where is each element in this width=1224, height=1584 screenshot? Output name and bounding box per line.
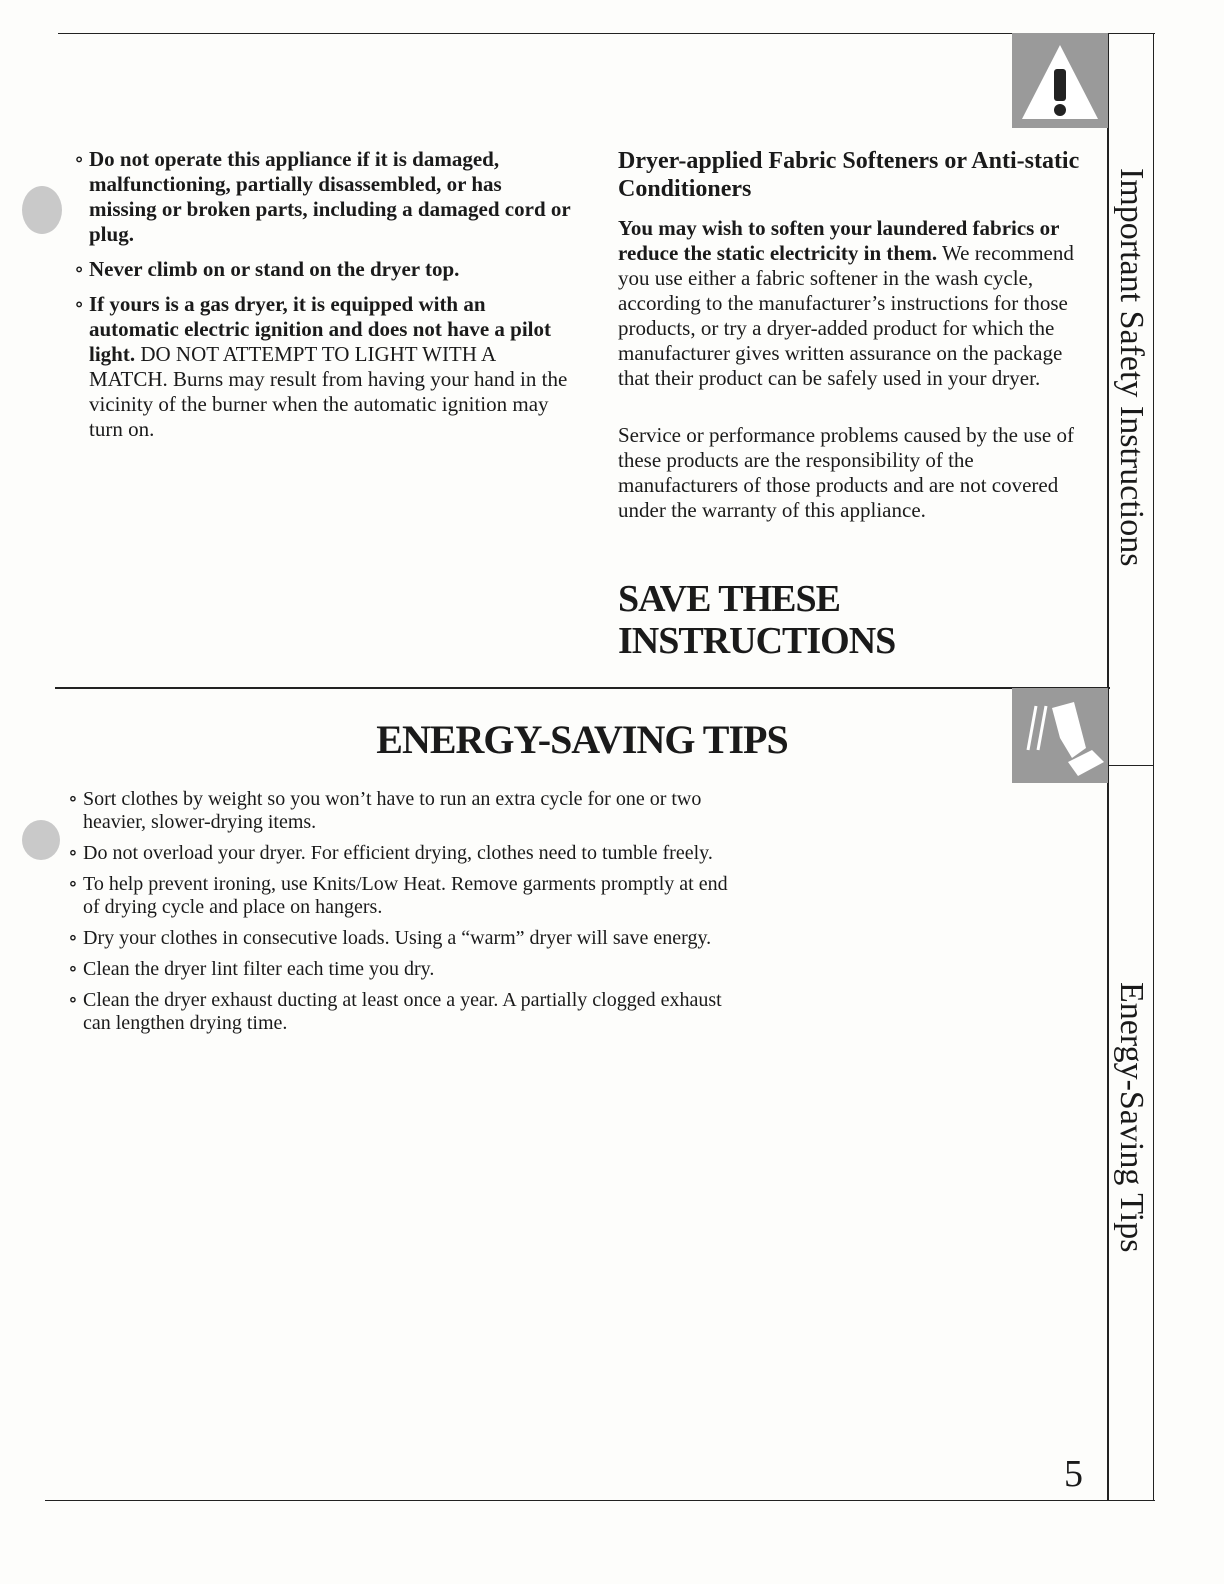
fabric-softener-heading: Dryer-applied Fabric Softeners or Anti-static Conditioners [618, 148, 1080, 202]
top-rule [58, 33, 1155, 34]
sidebar-right-edge [1153, 33, 1154, 1501]
list-item: ∘ Sort clothes by weight so you won’t have to run an extra cycle for one or two heavier, slower-drying items. [68, 788, 728, 834]
punch-hole [22, 820, 60, 860]
responsibility-paragraph: Service or performance problems caused by the use of these products are the responsibility of the manufacturers of those products and are not covered under the warranty of this appliance. [618, 423, 1074, 522]
side-tab-energy: Energy-Saving Tips [1113, 982, 1150, 1253]
energy-tips-list [68, 788, 728, 1043]
safety-bullets [74, 147, 574, 452]
energy-saving-title: ENERGY-SAVING TIPS [376, 717, 788, 762]
list-item: ∘ To help prevent ironing, use Knits/Low Heat. Remove garments promptly at end of drying cycle and place on hangers. [68, 873, 728, 919]
list-item: ∘ Never climb on or stand on the dryer top. [74, 257, 574, 282]
save-instructions-heading: SAVE THESE INSTRUCTIONS [618, 578, 896, 662]
warning-triangle-icon [1012, 33, 1108, 128]
list-item: ∘ If yours is a gas dryer, it is equipped with an automatic electric ignition and does not have a pilot light. DO NOT ATTEMPT TO LIGHT WITH A MATCH. Burns may result from having your hand in the vicinity of the burner when the automatic ignition may turn on. [74, 292, 574, 442]
punch-hole [22, 186, 62, 234]
bottom-rule [45, 1500, 1155, 1501]
list-item: ∘ Do not operate this appliance if it is damaged, malfunctioning, partially disassembled, or has missing or broken parts, including a damaged cord or plug. [74, 147, 574, 247]
fabric-softener-paragraph: You may wish to soften your laundered fabrics or reduce the static electricity in them. We recommend you use either a fabric softener in the wash cycle, according to the manufacturer’s instructions for those products, or try a dryer-added product for which the manufacturer gives written assurance on the package that their product can be safely used in your dryer. [618, 216, 1074, 390]
page-number: 5 [1064, 1453, 1083, 1495]
tab-separator [1108, 765, 1154, 766]
section-divider [55, 687, 1110, 689]
warning-tab [1012, 33, 1108, 128]
side-tab-safety: Important Safety Instructions [1113, 168, 1150, 567]
list-item: ∘ Clean the dryer lint filter each time you dry. [68, 958, 728, 981]
list-item: ∘ Do not overload your dryer. For efficient drying, clothes need to tumble freely. [68, 842, 728, 865]
list-item: ∘ Clean the dryer exhaust ducting at least once a year. A partially clogged exhaust can lengthen drying time. [68, 989, 728, 1035]
list-item: ∘ Dry your clothes in consecutive loads. Using a “warm” dryer will save energy. [68, 927, 728, 950]
